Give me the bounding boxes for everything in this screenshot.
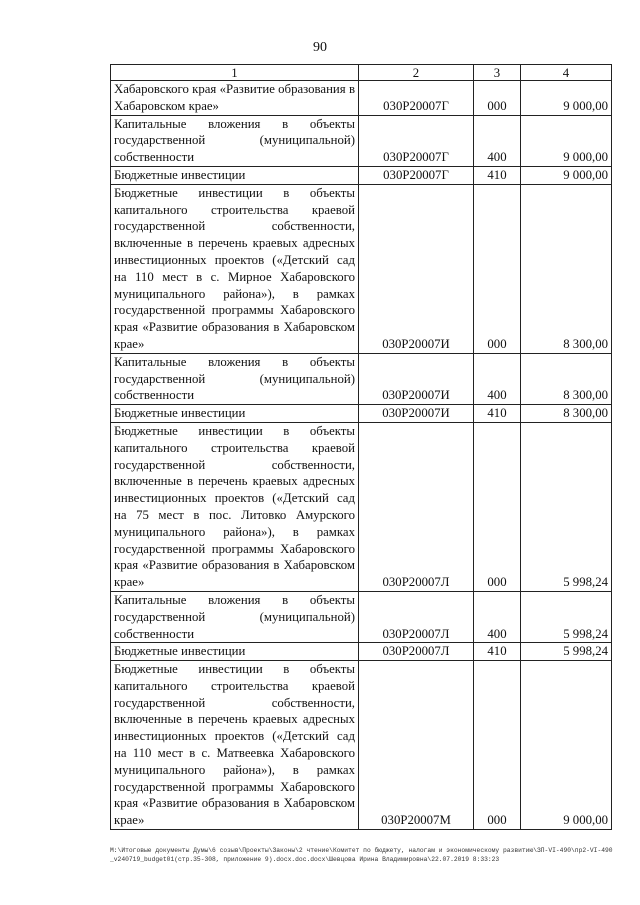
table-row (111, 643, 612, 661)
table-body (111, 81, 612, 830)
row-description: Бюджетные инвестиции (111, 166, 359, 184)
header-col-3: 3 (474, 65, 521, 81)
row-kvr: 000 (474, 422, 521, 591)
row-code: 030Р20007Л (359, 591, 474, 642)
row-amount: 8 300,00 (521, 353, 612, 404)
table-row (111, 81, 612, 116)
page-number: 90 (313, 40, 327, 55)
row-code: 030Р20007И (359, 353, 474, 404)
document-path-footer: M:\Итоговые документы Думы\6 созыв\Проекты\Законы\2 чтение\Комитет по бюджету, налогам и экономическому развитию\ЗП-VI-490\пр2-VI-490_v240719_budget01(стр.35-308, приложение 9).docx.doc.docx\Шевцова Ирина Владимировна\22.07.2019 8:33:23 (110, 847, 613, 863)
header-col-2: 2 (359, 65, 474, 81)
header-col-1: 1 (111, 65, 359, 81)
row-code: 030Р20007И (359, 405, 474, 423)
row-kvr: 400 (474, 353, 521, 404)
row-description: Бюджетные инвестиции в объекты капитального строительства краевой государственной собственности, включенные в перечень краевых адресных инвестиционных проектов («Детский сад на 110 мест в с. Матвеевка Хабаровского муниципального района»), в рамках государственной программы Хабаровского края «Развитие образования в Хабаровском крае» (111, 661, 359, 830)
row-description: Бюджетные инвестиции (111, 405, 359, 423)
table-row (111, 115, 612, 166)
row-description: Бюджетные инвестиции в объекты капитального строительства краевой государственной собственности, включенные в перечень краевых адресных инвестиционных проектов («Детский сад на 110 мест в с. Мирное Хабаровского муниципального района»), в рамках государственной программы Хабаровского края «Развитие образования в Хабаровском крае» (111, 184, 359, 353)
header-col-4: 4 (521, 65, 612, 81)
row-code: 030Р20007Г (359, 166, 474, 184)
row-amount: 5 998,24 (521, 591, 612, 642)
table-row (111, 166, 612, 184)
row-kvr: 400 (474, 115, 521, 166)
table-header (111, 65, 612, 81)
row-code: 030Р20007М (359, 661, 474, 830)
row-kvr: 000 (474, 184, 521, 353)
row-description: Бюджетные инвестиции (111, 643, 359, 661)
row-amount: 5 998,24 (521, 643, 612, 661)
row-code: 030Р20007Г (359, 81, 474, 116)
table-row (111, 422, 612, 591)
table-row (111, 353, 612, 404)
row-description: Хабаровского края «Развитие образования в Хабаровском крае» (111, 81, 359, 116)
row-kvr: 000 (474, 661, 521, 830)
table-row (111, 591, 612, 642)
row-kvr: 000 (474, 81, 521, 116)
row-code: 030Р20007Л (359, 422, 474, 591)
row-amount: 9 000,00 (521, 115, 612, 166)
table-row (111, 184, 612, 353)
row-code: 030Р20007Л (359, 643, 474, 661)
row-amount: 5 998,24 (521, 422, 612, 591)
row-kvr: 410 (474, 405, 521, 423)
table-row (111, 405, 612, 423)
row-description: Капитальные вложения в объекты государственной (муниципальной) собственности (111, 353, 359, 404)
row-code: 030Р20007Г (359, 115, 474, 166)
row-kvr: 410 (474, 166, 521, 184)
row-amount: 8 300,00 (521, 184, 612, 353)
row-amount: 9 000,00 (521, 81, 612, 116)
row-description: Бюджетные инвестиции в объекты капитального строительства краевой государственной собственности, включенные в перечень краевых адресных инвестиционных проектов («Детский сад на 75 мест в пос. Литовко Амурского муниципального района»), в рамках государственной программы Хабаровского края «Развитие образования в Хабаровском крае» (111, 422, 359, 591)
table-row (111, 661, 612, 830)
row-description: Капитальные вложения в объекты государственной (муниципальной) собственности (111, 115, 359, 166)
row-amount: 9 000,00 (521, 661, 612, 830)
row-kvr: 400 (474, 591, 521, 642)
row-kvr: 410 (474, 643, 521, 661)
row-description: Капитальные вложения в объекты государственной (муниципальной) собственности (111, 591, 359, 642)
budget-table (110, 64, 612, 830)
row-amount: 9 000,00 (521, 166, 612, 184)
row-amount: 8 300,00 (521, 405, 612, 423)
row-code: 030Р20007И (359, 184, 474, 353)
